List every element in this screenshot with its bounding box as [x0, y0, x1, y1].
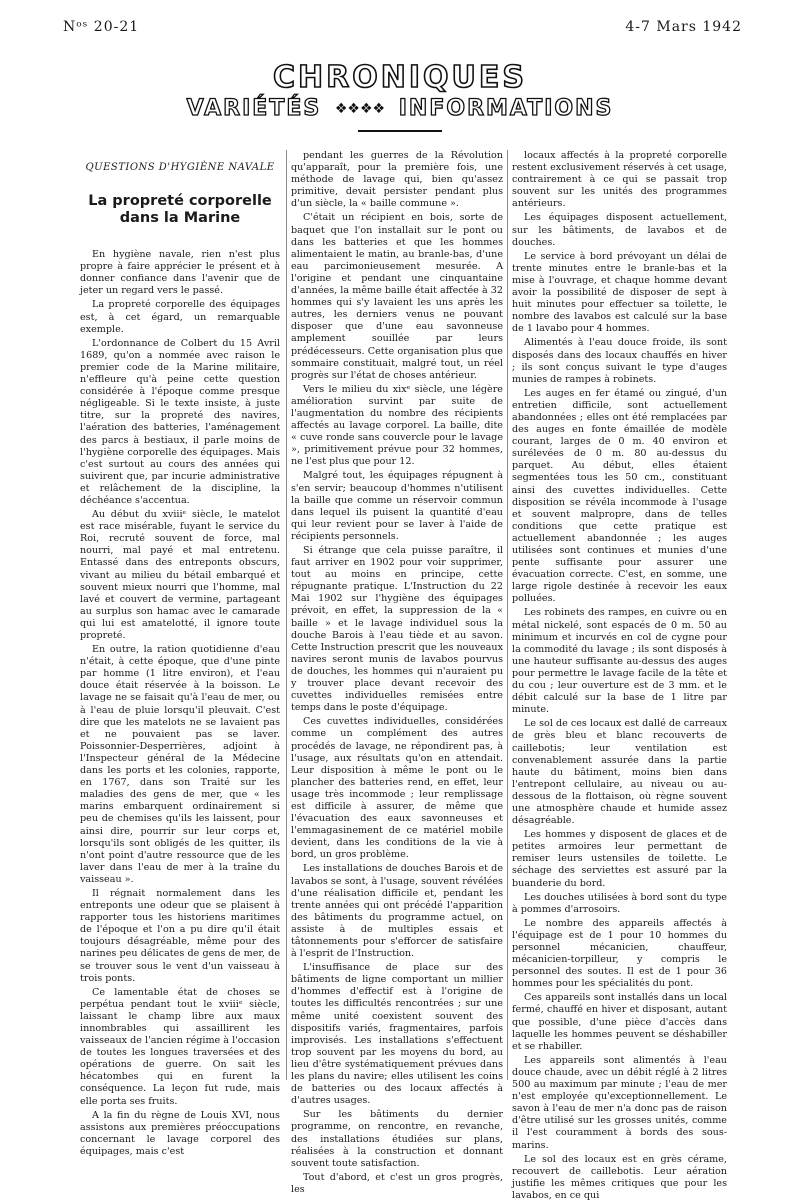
- article-headline: La propreté corporelle dans la Marine: [88, 193, 272, 227]
- paragraph: locaux affectés à la propreté corporelle restent exclusivement réservés à cet usage, contrairement à ce qui se passait trop souvent sur les unités des programmes antérieurs.: [512, 150, 727, 210]
- paragraph: Les hommes y disposent de glaces et de petites armoires leur permettant de remiser leurs ustensiles de toilette. Le séchage des serviettes est assuré par la buanderie du bord.: [512, 829, 727, 889]
- paragraph: L'ordonnance de Colbert du 15 Avril 1689, qu'on a nommée avec raison le premier code de la Marine militaire, n'effleure qu'à peine cette question considérée à l'époque comme presque négligeable. Si le texte insiste, à juste titre, sur la propreté des navires, l'aération des batteries, l'aménagement des parcs à bestiaux, il parle moins de l'hygiène corporelle des équipages. Mais c'est surtout au cours des années qui suivirent que, par incurie administrative et relâchement de la discipline, la déchéance s'accentua.: [80, 337, 280, 506]
- masthead-sub-left: VARIÉTÉS: [186, 96, 322, 121]
- masthead: [0, 62, 800, 122]
- paragraph: En outre, la ration quotidienne d'eau n'était, à cette époque, que d'une pinte par homme (1 litre environ), et l'eau douce était réservée à la boisson. Le lavage ne se faisait qu'à l'eau de mer, ou à l'eau de pluie lorsqu'il pleuvait. C'est dire que les matelots ne se lavaient pas et ne pouvaient pas se laver. Poissonnier-Desperrières, adjoint à l'Inspecteur général de la Médecine dans les ports et les colonies, rapporte, en 1767, dans son Traité sur les maladies des gens de mer, que « les marins embarquent ordinairement si peu de chemises qu'ils les laissent, pour ainsi dire, pourrir sur leur corps et, lorsqu'ils sont obligés de les quitter, ils n'ont point d'autre ressource que de les laver dans l'eau de mer à la traîne du vaisseau ».: [80, 644, 280, 885]
- paragraph: Ces appareils sont installés dans un local fermé, chauffé en hiver et disposant, autant que possible, d'une pièce d'accès dans laquelle les hommes peuvent se déshabiller et se rhabiller.: [512, 992, 727, 1052]
- paragraph: Les équipages disposent actuellement, sur les bâtiments, de lavabos et de douches.: [512, 212, 727, 248]
- paragraph: L'insuffisance de place sur des bâtiments de ligne comportant un millier d'hommes d'effectif est à l'origine de toutes les difficultés rencontrées ; sur une même unité coexistent souvent des dispositifs variés, fragmentaires, parfois improvisés. Les installations s'effectuent trop souvent par les moyens du bord, au lieu d'être systématiquement prévues dans les plans du navire; elles utilisent les coins de batteries ou des locaux affectés à d'autres usages.: [291, 962, 503, 1107]
- paragraph: Vers le milieu du xixᵉ siècle, une légère amélioration survint par suite de l'augmentation du nombre des récipients affectés au lavage corporel. La baille, dite « cuve ronde sans couvercle pour le lavage », primitivement prévue pour 32 hommes, ne l'est plus que pour 12.: [291, 383, 503, 468]
- paragraph: Alimentés à l'eau douce froide, ils sont disposés dans des locaux chauffés en hiver ; ils sont conçus suivant le type d'auges munies de rampes à robinets.: [512, 337, 727, 385]
- paragraph: Tout d'abord, et c'est un gros progrès, les: [291, 1171, 503, 1195]
- masthead-rule: [358, 130, 442, 132]
- article-kicker: QUESTIONS D'HYGIÈNE NAVALE: [85, 162, 275, 173]
- issue-date: 4-7 Mars 1942: [625, 19, 742, 35]
- issue-number: Nᵒˢ 20-21: [63, 19, 140, 35]
- column-2: [291, 150, 503, 1198]
- column-2-body: [291, 150, 503, 1196]
- ornament-icon: ❖❖❖❖: [334, 101, 386, 117]
- column-3-body: [512, 150, 727, 1202]
- paragraph: Il régnait normalement dans les entreponts une odeur que se plaisent à rapporter tous les historiens maritimes de l'époque et l'on a pu dire qu'il était toujours désagréable, même pour des narines peu délicates de gens de mer, de se trouver sous le vent d'un vaisseau à trois ponts.: [80, 887, 280, 984]
- paragraph: Les appareils sont alimentés à l'eau douce chaude, avec un débit réglé à 2 litres 500 au maximum par minute ; l'eau de mer n'est employée qu'exceptionnellement. Le savon à l'eau de mer n'a donc pas de raison d'être utilisé sur les grosses unités, comme il l'est couramment à bords des sous-marins.: [512, 1054, 727, 1151]
- column-divider: [507, 150, 508, 1080]
- paragraph: Le service à bord prévoyant un délai de trente minutes entre le branle-bas et la mise à l'ouvrage, et chaque homme devant avoir la possibilité de disposer de sept à huit minutes pour effectuer sa toilette, le nombre des lavabos est calculé sur la base de 1 lavabo pour 4 hommes.: [512, 250, 727, 335]
- paragraph: Les robinets des rampes, en cuivre ou en métal nickelé, sont espacés de 0 m. 50 au minimum et incurvés en col de cygne pour la commodité du lavage ; ils sont disposés à une hauteur suffisante au-dessus des auges pour permettre le lavage facile de la tête et du cou ; leur ouverture est de 3 mm. et le débit calculé sur la base de 1 litre par minute.: [512, 607, 727, 716]
- paragraph: Le nombre des appareils affectés à l'équipage est de 1 pour 10 hommes du personnel mécanicien, chauffeur, mécanicien-torpilleur, y compris le personnel des soutes. Il est de 1 pour 36 hommes pour les spécialités du pont.: [512, 917, 727, 990]
- column-divider: [286, 150, 287, 1080]
- paragraph: A la fin du règne de Louis XVI, nous assistons aux premières préoccupations concernant le lavage corporel des équipages, mais c'est: [80, 1109, 280, 1157]
- paragraph: Sur les bâtiments du dernier programme, on rencontre, en revanche, des installations étudiées sur plans, réalisées à la construction et donnant souvent toute satisfaction.: [291, 1109, 503, 1169]
- paragraph: Ce lamentable état de choses se perpétua pendant tout le xviiiᵉ siècle, laissant le champ libre aux maux innombrables qui assaillirent les vaisseaux de l'ancien régime à l'occasion de toutes les longues traversées et des opérations de guerre. On sait les hécatombes qui en furent la conséquence. La leçon fut rude, mais elle porta ses fruits.: [80, 986, 280, 1107]
- paragraph: En hygiène navale, rien n'est plus propre à faire apprécier le présent et à donner confiance dans l'avenir que de jeter un regard vers le passé.: [80, 249, 280, 297]
- paragraph: Les auges en fer étamé ou zingué, d'un entretien difficile, sont actuellement abandonnées ; elles ont été remplacées par des auges en fonte émaillée de modèle courant, larges de 0 m. 40 environ et surélevées de 0 m. 80 au-dessus du parquet. Au début, elles étaient segmentées tous les 50 cm., constituant ainsi des cuvettes individuelles. Cette disposition se révéla incommode à l'usage et souvent malpropre, dans de telles conditions que cette pratique est actuellement abandonnée ; les auges utilisées sont continues et munies d'une pente suffisante pour assurer une évacuation correcte. C'est, en somme, une large rigole destinée à recevoir les eaux polluées.: [512, 387, 727, 605]
- paragraph: Malgré tout, les équipages répugnent à s'en servir; beaucoup d'hommes n'utilisent la baille que comme un réservoir commun dans lequel ils puisent la quantité d'eau qui leur revient pour se laver à l'aide de récipients personnels.: [291, 470, 503, 542]
- paragraph: Les installations de douches Barois et de lavabos se sont, à l'usage, souvent révélées d'une réalisation difficile et, pendant les trente années qui ont précédé l'apparition des bâtiments du programme actuel, on assiste à de multiples essais et tâtonnements pour s'efforcer de satisfaire à l'esprit de l'Instruction.: [291, 863, 503, 960]
- masthead-title: CHRONIQUES: [273, 60, 527, 95]
- paragraph: Le sol des locaux est en grès cérame, recouvert de caillebotis. Leur aération justifie les mêmes critiques que pour les lavabos, en ce qui: [512, 1153, 727, 1201]
- paragraph: Les douches utilisées à bord sont du type à pommes d'arrosoirs.: [512, 891, 727, 915]
- paragraph: La propreté corporelle des équipages est, à cet égard, un remarquable exemple.: [80, 299, 280, 335]
- column-3: [512, 150, 727, 1204]
- paragraph: Au début du xviiiᵉ siècle, le matelot est race misérable, fuyant le service du Roi, recruté souvent de force, mal nourri, mal payé et mal entretenu. Entassé dans des entreponts obscurs, vivant au milieu du bétail embarqué et souvent mieux nourri que l'homme, mal lavé et couvert de vermine, partageant au surplus son hamac avec le camarade qui lui est amatelotté, il ignore toute propreté.: [80, 509, 280, 641]
- column-1: [80, 150, 280, 1160]
- paragraph: pendant les guerres de la Révolution qu'apparaît, pour la première fois, une méthode de lavage qui, bien qu'assez primitive, devait persister pendant plus d'un siècle, la « baille commune ».: [291, 150, 503, 210]
- paragraph: Ces cuvettes individuelles, considérées comme un complément des autres procédés de lavage, ne répondirent pas, à l'usage, aux résultats qu'on en attendait. Leur disposition à même le pont ou le plancher des batteries rend, en effet, leur usage très incommode ; leur remplissage est difficile à assurer, de même que l'évacuation des eaux savonneuses et l'emmagasinement de ce matériel mobile devient, dans les conditions de la vie à bord, un gros problème.: [291, 716, 503, 861]
- paragraph: Le sol de ces locaux est dallé de carreaux de grès bleu et blanc recouverts de caillebotis; leur ventilation est convenablement assurée dans la partie haute du bâtiment, moins bien dans l'entrepont cellulaire, au niveau ou au-dessous de la flottaison, où règne souvent une atmosphère chaude et humide assez désagréable.: [512, 718, 727, 827]
- masthead-subtitle: [0, 96, 800, 122]
- masthead-sub-right: INFORMATIONS: [398, 96, 614, 121]
- paragraph: C'était un récipient en bois, sorte de baquet que l'on installait sur le pont ou dans les batteries et que les hommes alimentaient le matin, au branle-bas, d'une eau parcimonieusement mesurée. A l'origine et pendant une cinquantaine d'années, la même baille était affectée à 32 hommes qui s'y lavaient les uns après les autres, les derniers venus ne pouvant disposer que d'une eau savonneuse amplement souillée par leurs prédécesseurs. Cette organisation plus que sommaire constituait, malgré tout, un réel progrès sur l'état de choses antérieur.: [291, 212, 503, 381]
- paragraph: Si étrange que cela puisse paraître, il faut arriver en 1902 pour voir supprimer, tout au moins en principe, cette répugnante pratique. L'Instruction du 22 Mai 1902 sur l'hygiène des équipages prévoit, en effet, la suppression de la « baille » et le lavage individuel sous la douche Barois à l'eau tiède et au savon. Cette Instruction prescrit que les nouveaux navires seront munis de lavabos pourvus de douches, les hommes qui n'auraient pu y trouver place devant recevoir des cuvettes individuelles remisées entre temps dans le poste d'équipage.: [291, 545, 503, 714]
- column-1-body: [80, 249, 280, 1158]
